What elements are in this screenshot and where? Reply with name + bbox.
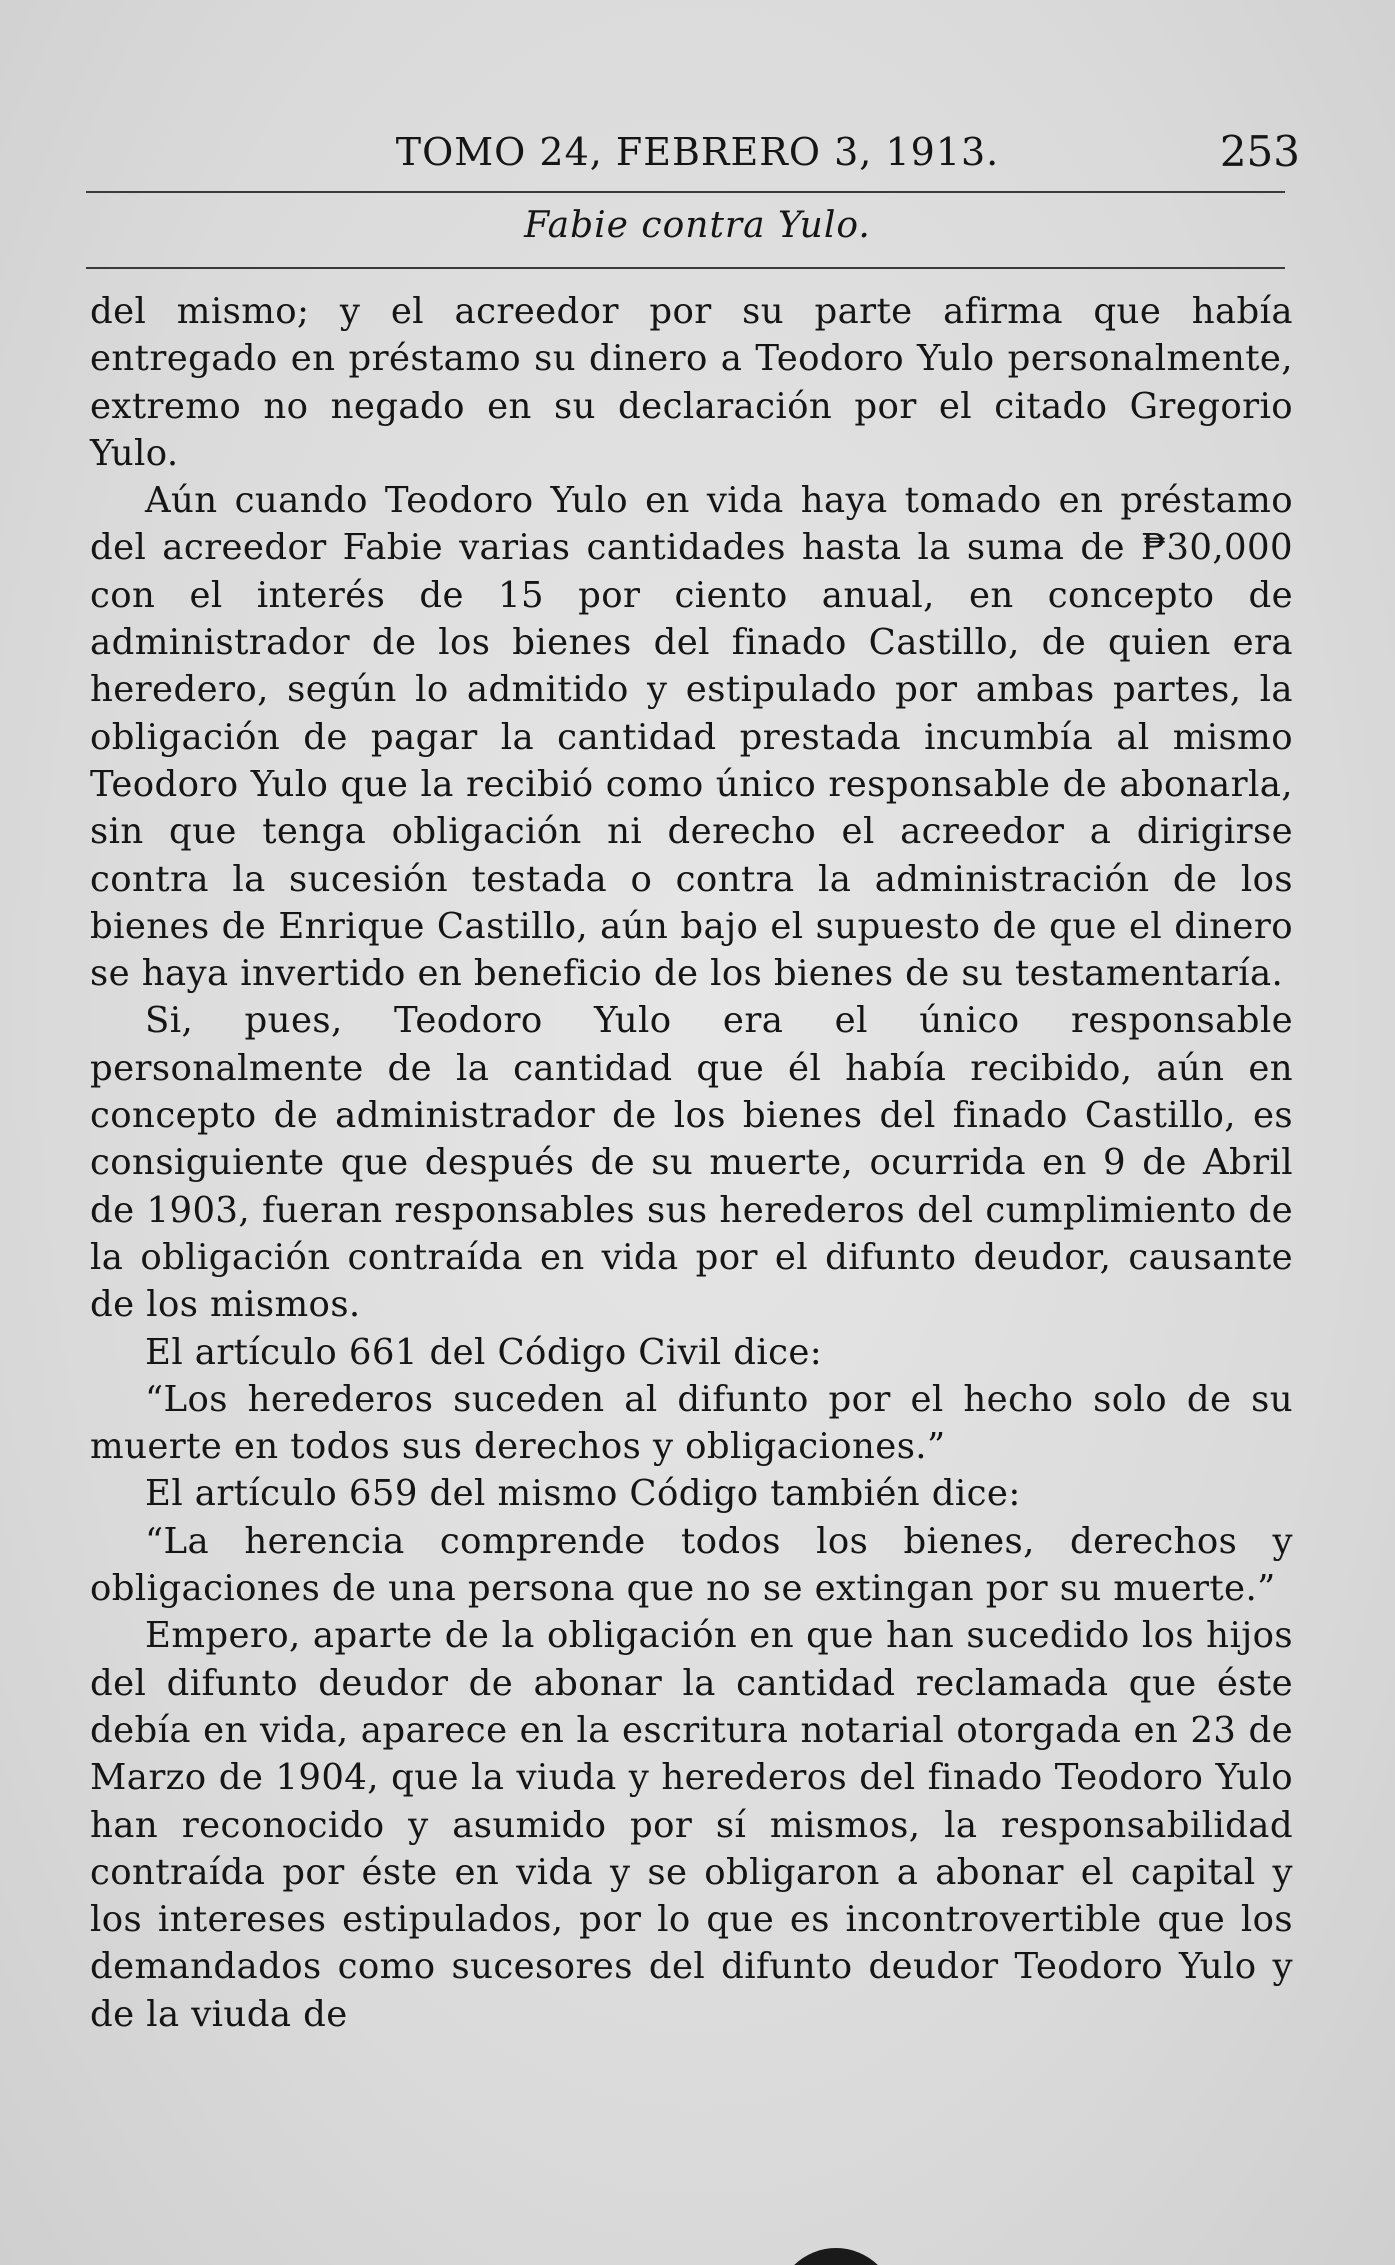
header-rule-top — [86, 191, 1285, 193]
binding-mark — [776, 2248, 896, 2265]
paragraph: Empero, aparte de la obligación en que han sucedido los hijos del difunto deudor de abonar la cantidad reclamada que éste debía en vida, aparece en la escritura notarial otorgada en 23 de Marzo de 1904, que la viuda y herederos del finado Teodoro Yulo han reconocido y asumido por sí mismos, la responsabilidad contraída por éste en vida y se obligaron a abonar el capital y los intereses estipulados, por lo que es incontrovertible que los demandados como sucesores del difunto deudor Teodoro Yulo y de la viuda de — [90, 1615, 1293, 2035]
paragraph: El artículo 661 del Código Civil dice: — [145, 1331, 823, 1373]
header-rule-bottom — [86, 267, 1285, 269]
paragraph: del mismo; y el acreedor por su parte afirma que había entregado en préstamo su dinero a Teodoro Yulo personalmente, extremo no negado en su declaración por el citado Gregorio Yulo. — [90, 291, 1293, 474]
paragraph: Aún cuando Teodoro Yulo en vida haya tomado en préstamo del acreedor Fabie varias cantidades hasta la suma de ₱30,000 con el interés de 15 por ciento anual, en concepto de administrador de los bienes del finado Castillo, de quien era heredero, según lo admitido y estipulado por ambas partes, la obligación de pagar la cantidad prestada incumbía al mismo Teodoro Yulo que la recibió como único responsable de abonarla, sin que tenga obligación ni derecho el acreedor a dirigirse contra la sucesión testada o contra la administración de los bienes de Enrique Castillo, aún bajo el supuesto de que el dinero se haya invertido en beneficio de los bienes de su testamentaría. — [90, 480, 1293, 995]
case-title: Fabie contra Yulo. — [524, 205, 871, 246]
body-text — [90, 288, 1293, 2038]
paragraph: Si, pues, Teodoro Yulo era el único responsable personalmente de la cantidad que él había recibido, aún en concepto de administrador de los bienes del finado Castillo, es consiguiente que después de su muerte, ocurrida en 9 de Abril de 1903, fueran responsables sus herederos del cumplimiento de la obligación contraída en vida por el difunto deudor, causante de los mismos. — [90, 1000, 1293, 1326]
page-header — [90, 122, 1305, 182]
running-head: TOMO 24, FEBRERO 3, 1913. — [395, 130, 1000, 174]
quotation: “Los herederos suceden al difunto por el hecho solo de su muerte en todos sus derechos y obligaciones.” — [90, 1378, 1293, 1468]
page-number: 253 — [1219, 127, 1300, 176]
paragraph: El artículo 659 del mismo Código también dice: — [145, 1473, 1021, 1515]
quotation: “La herencia comprende todos los bienes, derechos y obligaciones de una persona que no se extingan por su muerte.” — [90, 1520, 1293, 1610]
